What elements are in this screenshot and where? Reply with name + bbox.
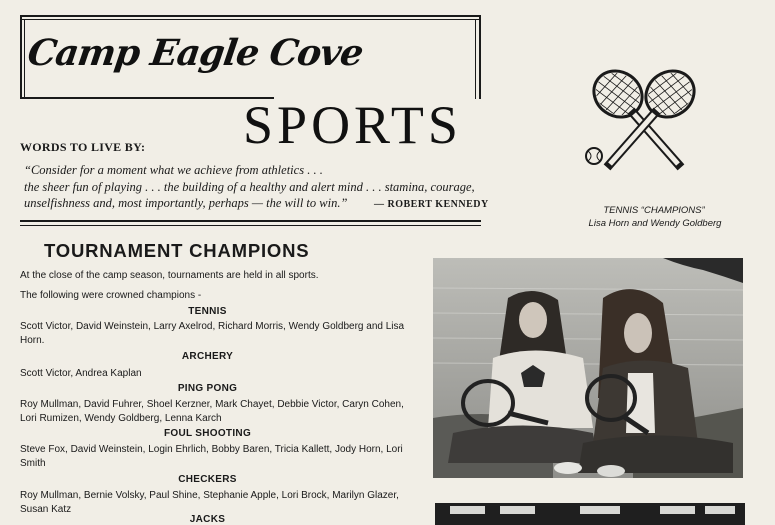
masthead-border-left <box>20 15 22 99</box>
sport-heading-checkers: CHECKERS <box>178 474 237 485</box>
masthead-border-top <box>20 15 481 17</box>
masthead-border-left-inner <box>24 19 25 99</box>
photo-caption-names: Lisa Horn and Wendy Goldberg <box>588 218 722 229</box>
masthead-border-top-inner <box>20 19 481 20</box>
tournament-intro: At the close of the camp season, tournaments are held in all sports. <box>20 270 319 281</box>
champions-checkers: Roy Mullman, Bernie Volsky, Paul Shine, Stephanie Apple, Lori Brock, Marilyn Glazer, Susan Katz <box>20 490 399 515</box>
quote-author: — ROBERT KENNEDY <box>374 199 489 210</box>
camp-name: Camp Eagle Cove <box>25 32 366 74</box>
champions-archery: Scott Victor, Andrea Kaplan <box>20 368 142 379</box>
camp-name-underline <box>20 97 274 99</box>
sport-heading-tennis: TENNIS <box>188 306 227 317</box>
tournament-title: TOURNAMENT CHAMPIONS <box>44 240 310 261</box>
sport-heading-foul-shooting: FOUL SHOOTING <box>163 428 252 439</box>
section-title: SPORTS <box>243 95 462 155</box>
quote-label: WORDS TO LIVE BY: <box>20 140 146 154</box>
sport-heading-archery: ARCHERY <box>181 351 234 362</box>
champions-ping-pong: Roy Mullman, David Fuhrer, Shoel Kerzner, Mark Chayet, Debbie Victor, Caryn Cohen, Lori Rumizen, Wendy Goldberg, Lenna Karch <box>20 399 404 424</box>
next-photo-edge <box>430 500 750 525</box>
tennis-champions-photo <box>433 258 743 478</box>
sport-heading-ping-pong: PING PONG <box>177 383 238 394</box>
champions-foul-shooting: Steve Fox, David Weinstein, Login Ehrlich, Bobby Baren, Tricia Kallett, Jody Horn, Lori Smith <box>20 444 403 469</box>
quote-line: unselfishness and, most importantly, perhaps — the will to win.” <box>24 196 348 210</box>
quote-line: the sheer fun of playing . . . the building of a healthy and alert mind . . . stamina, courage, <box>24 180 475 194</box>
crossed-tennis-rackets-icon <box>578 64 710 176</box>
quote-line: “Consider for a moment what we achieve from athletics . . . <box>24 163 323 177</box>
masthead-border-right <box>479 15 481 99</box>
quote-rule-inner <box>20 225 481 226</box>
masthead-border-right-inner <box>475 19 476 99</box>
sport-heading-jacks: JACKS <box>189 514 226 525</box>
photo-caption-title: TENNIS “CHAMPIONS” <box>603 205 705 216</box>
champions-tennis: Scott Victor, David Weinstein, Larry Axelrod, Richard Morris, Wendy Goldberg and Lisa Horn. <box>20 321 405 346</box>
tournament-intro-2: The following were crowned champions - <box>20 290 202 301</box>
quote-rule <box>20 220 481 222</box>
